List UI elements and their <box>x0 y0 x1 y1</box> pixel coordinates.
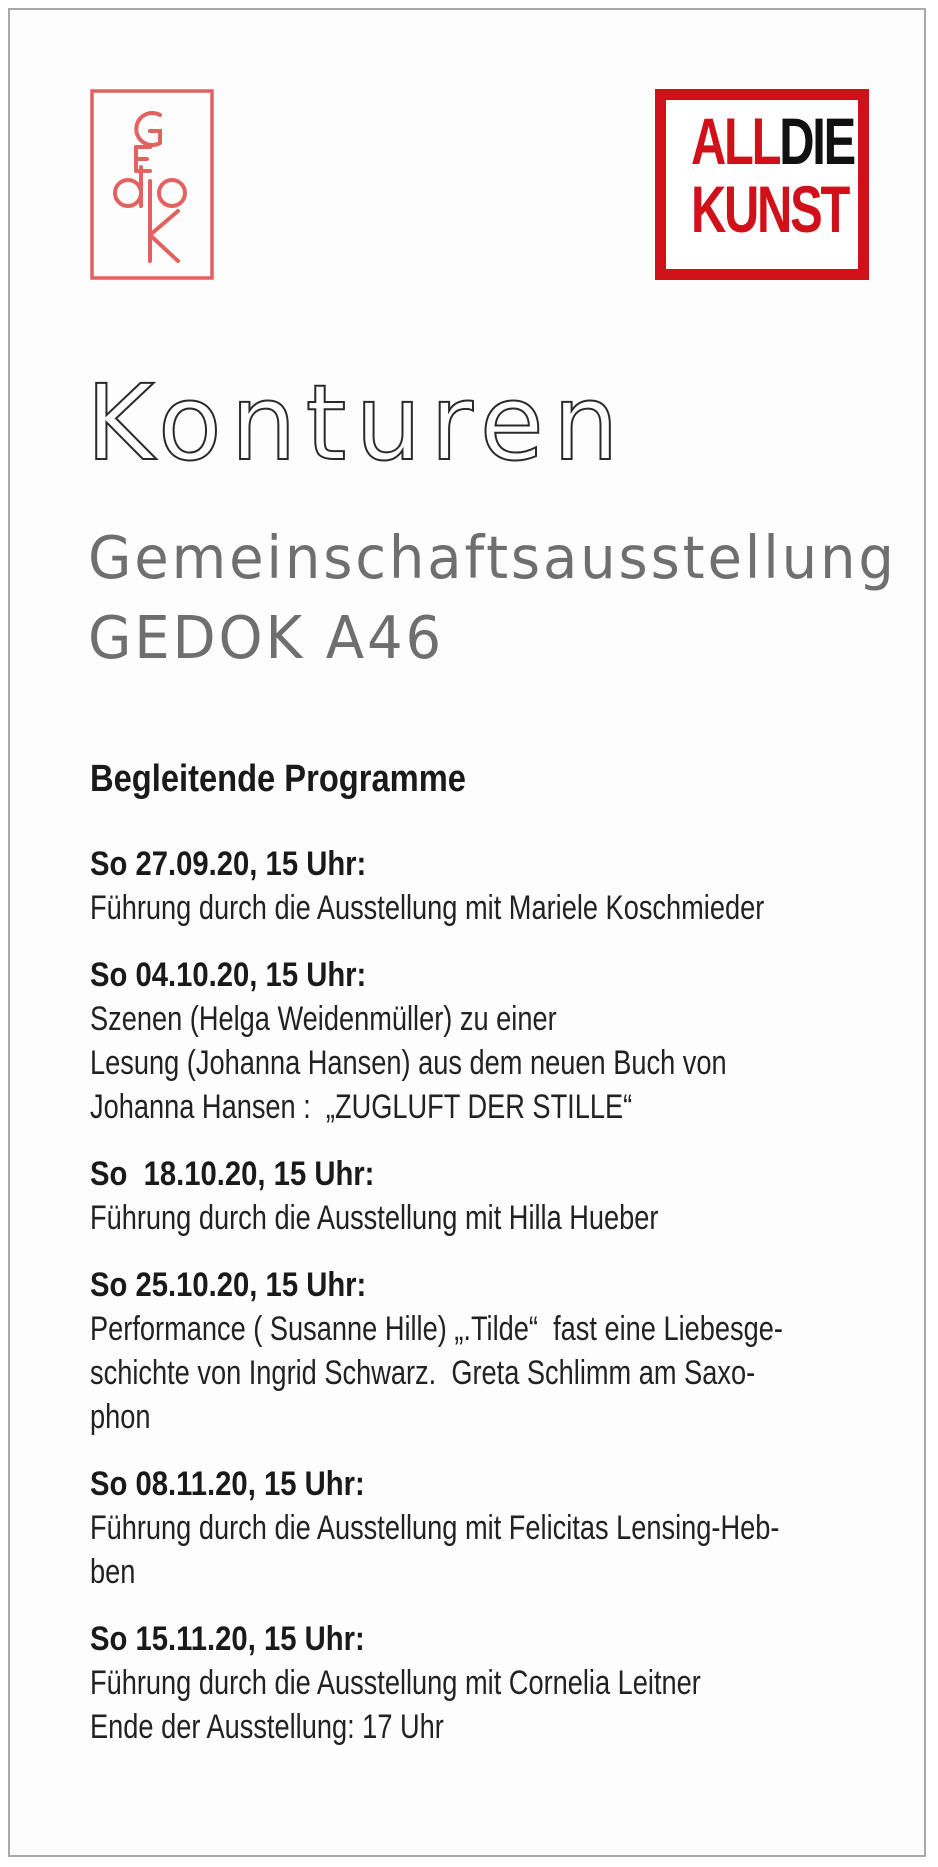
event-item <box>90 1263 890 1439</box>
event-description-line: Performance ( Susanne Hille) „.Tilde“ fast eine Liebesge- <box>90 1310 783 1348</box>
program-heading: Begleitende Programme <box>90 758 466 800</box>
page-frame <box>8 8 926 1857</box>
event-item <box>90 842 890 930</box>
event-description-line: Führung durch die Ausstellung mit Felicitas Lensing-Heb- <box>90 1509 780 1547</box>
event-description-line: Johanna Hansen : „ZUGLUFT DER STILLE“ <box>90 1088 633 1126</box>
event-item <box>90 953 890 1129</box>
page-subtitle <box>88 518 897 678</box>
subtitle-line-2: GEDOK A46 <box>88 603 445 672</box>
logo-line-1: ALLDIE <box>690 104 855 178</box>
event-date: So 04.10.20, 15 Uhr: <box>90 956 367 994</box>
event-description-line: Ende der Ausstellung: 17 Uhr <box>90 1708 444 1746</box>
event-date: So 18.10.20, 15 Uhr: <box>90 1155 375 1193</box>
event-item <box>90 1462 890 1594</box>
event-description-line: Szenen (Helga Weidenmüller) zu einer <box>90 1000 557 1038</box>
event-date: So 08.11.20, 15 Uhr: <box>90 1465 365 1503</box>
event-date: So 27.09.20, 15 Uhr: <box>90 845 367 883</box>
event-description-line: phon <box>90 1398 151 1436</box>
event-date: So 25.10.20, 15 Uhr: <box>90 1266 367 1304</box>
subtitle-line-1: Gemeinschaftsausstellung <box>88 523 897 592</box>
event-description-line: Führung durch die Ausstellung mit Hilla Hueber <box>90 1199 659 1237</box>
event-description-line: Führung durch die Ausstellung mit Mariele Koschmieder <box>90 889 765 927</box>
event-description-line: schichte von Ingrid Schwarz. Greta Schlimm am Saxo- <box>90 1354 756 1392</box>
alldiekunst-logo <box>655 89 869 280</box>
gedok-logo <box>90 89 214 280</box>
event-description-line: ben <box>90 1553 136 1591</box>
event-description-line: Führung durch die Ausstellung mit Cornelia Leitner <box>90 1664 701 1702</box>
program-section <box>90 756 890 1772</box>
logo-line-2: KUNST <box>690 172 849 246</box>
event-item <box>90 1152 890 1240</box>
event-description-line: Lesung (Johanna Hansen) aus dem neuen Buch von <box>90 1044 727 1082</box>
page-title: Konturen <box>86 362 628 484</box>
event-list <box>90 842 890 1749</box>
event-date: So 15.11.20, 15 Uhr: <box>90 1620 365 1658</box>
event-item <box>90 1617 890 1749</box>
